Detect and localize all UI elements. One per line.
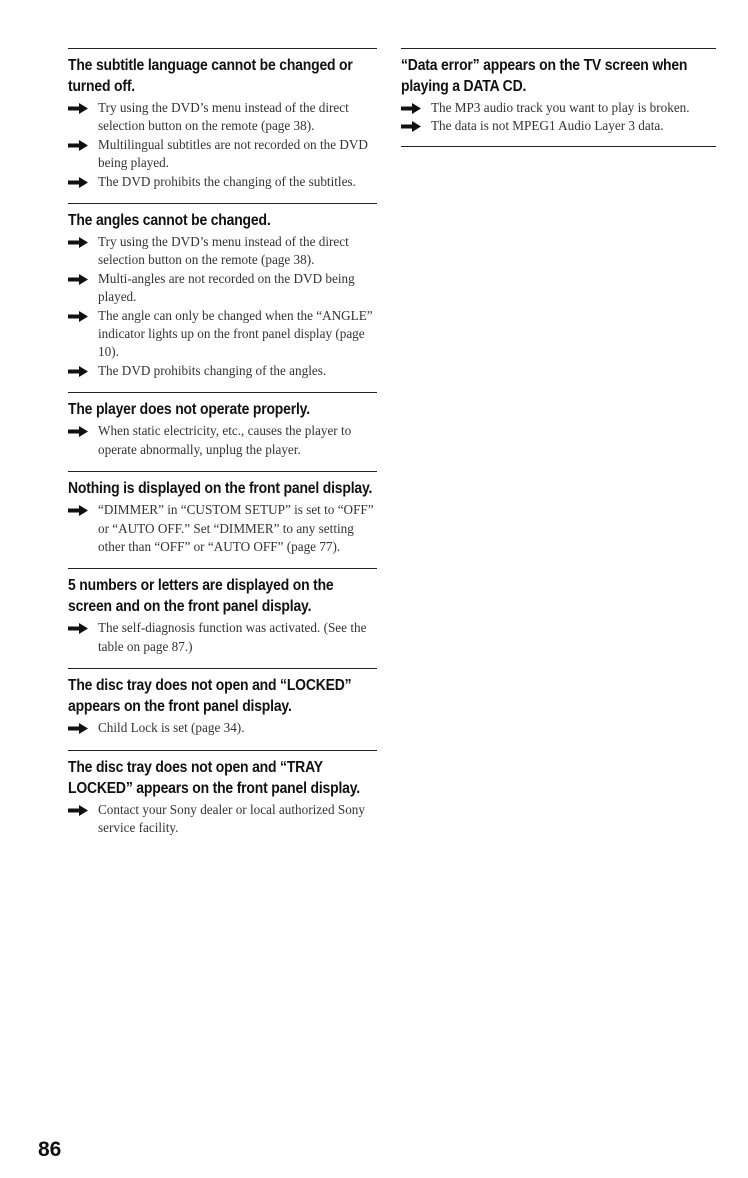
remedy-item — [68, 422, 377, 459]
remedy-text: “DIMMER” in “CUSTOM SETUP” is set to “OFF” or “AUTO OFF.” Set “DIMMER” to any setting other than “OFF” or “AUTO OFF” (page 77). — [98, 502, 374, 554]
troubleshooting-section — [68, 48, 377, 191]
arrow-icon — [401, 99, 431, 114]
remedy-item — [68, 173, 377, 191]
arrow-icon — [68, 719, 98, 734]
remedy-text: Try using the DVD’s menu instead of the direct selection button on the remote (page 38). — [98, 234, 349, 268]
remedy-text: The self-diagnosis function was activated. (See the table on page 87.) — [98, 620, 367, 654]
remedy-text: Contact your Sony dealer or local authorized Sony service facility. — [98, 801, 365, 835]
remedy-item — [68, 233, 377, 270]
remedy-item — [68, 619, 377, 656]
remedy-text: The MP3 audio track you want to play is broken. — [431, 100, 690, 115]
section-heading: 5 numbers or letters are displayed on the screen and on the front panel display. — [68, 577, 334, 616]
remedy-text: The data is not MPEG1 Audio Layer 3 data. — [431, 118, 664, 134]
troubleshooting-section — [68, 392, 377, 459]
remedy-item — [68, 362, 377, 380]
remedy-text: The DVD prohibits changing of the angles. — [98, 362, 327, 378]
arrow-icon — [68, 99, 98, 114]
arrow-icon — [68, 233, 98, 248]
page-number: 86 — [38, 1138, 62, 1161]
remedy-item — [68, 270, 377, 307]
remedy-text: Child Lock is set (page 34). — [98, 720, 245, 736]
remedy-item — [401, 99, 716, 117]
section-heading: “Data error” appears on the TV screen when playing a DATA CD. — [401, 57, 688, 95]
section-heading: The disc tray does not open and “LOCKED” appears on the front panel display. — [68, 677, 352, 716]
section-heading: The subtitle language cannot be changed or turned off. — [68, 57, 353, 95]
troubleshooting-section — [401, 48, 716, 136]
left-column — [68, 48, 377, 849]
section-end-rule — [401, 146, 716, 147]
section-heading: The angles cannot be changed. — [68, 212, 271, 230]
remedy-item — [68, 99, 377, 136]
arrow-icon — [68, 422, 98, 437]
remedy-text: The angle can only be changed when the “ANGLE” indicator lights up on the front panel display (page 10). — [98, 307, 373, 360]
troubleshooting-section — [68, 203, 377, 380]
arrow-icon — [68, 173, 98, 188]
remedy-text: Multi-angles are not recorded on the DVD being played. — [98, 270, 355, 305]
remedy-text: Multilingual subtitles are not recorded on the DVD being played. — [98, 136, 368, 171]
remedy-text: Try using the DVD’s menu instead of the direct selection button on the remote (page 38). — [98, 100, 349, 134]
remedy-item — [68, 501, 377, 556]
arrow-icon — [68, 501, 98, 516]
arrow-icon — [68, 136, 98, 151]
arrow-icon — [401, 117, 431, 132]
troubleshooting-section — [68, 668, 377, 737]
troubleshooting-section — [68, 568, 377, 656]
section-heading: The player does not operate properly. — [68, 401, 310, 419]
arrow-icon — [68, 270, 98, 285]
remedy-item — [68, 307, 377, 362]
remedy-text: When static electricity, etc., causes the player to operate abnormally, unplug the player. — [98, 423, 352, 457]
remedy-item — [68, 136, 377, 173]
arrow-icon — [68, 619, 98, 634]
remedy-item — [68, 801, 377, 838]
remedy-item — [401, 117, 716, 135]
right-column — [401, 48, 716, 147]
section-heading: The disc tray does not open and “TRAY LOCKED” appears on the front panel display. — [68, 758, 360, 797]
section-heading: Nothing is displayed on the front panel display. — [68, 480, 373, 498]
arrow-icon — [68, 801, 98, 816]
remedy-text: The DVD prohibits the changing of the subtitles. — [98, 173, 356, 189]
arrow-icon — [68, 307, 98, 322]
remedy-item — [68, 719, 377, 737]
troubleshooting-section — [68, 750, 377, 838]
troubleshooting-section — [68, 471, 377, 556]
arrow-icon — [68, 362, 98, 377]
